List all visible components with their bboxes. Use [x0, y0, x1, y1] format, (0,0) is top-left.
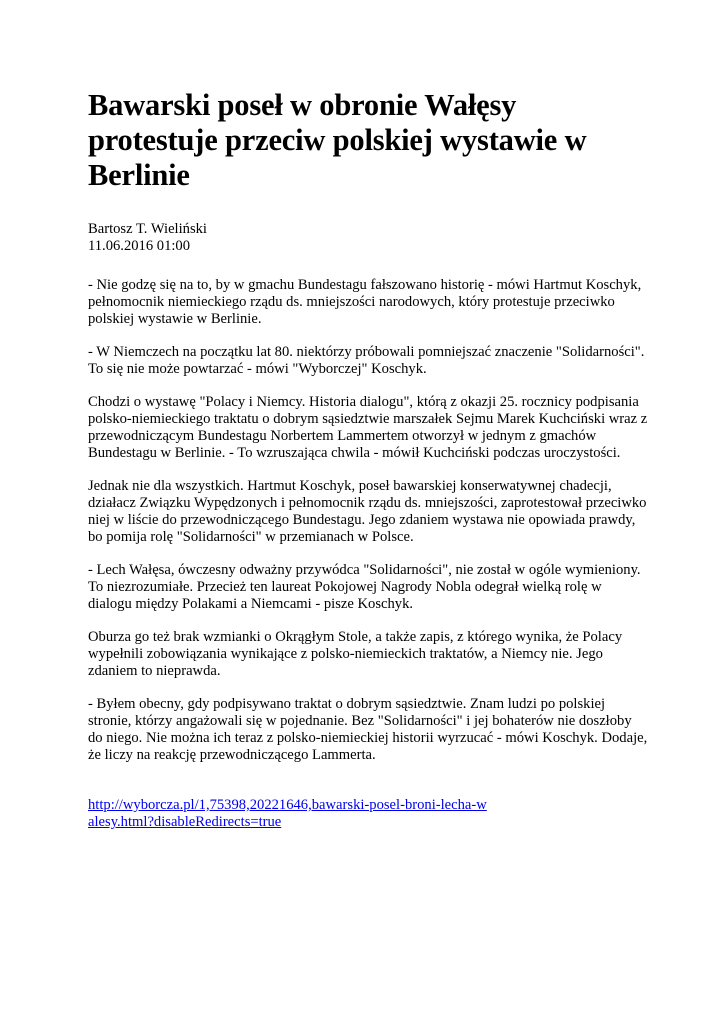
article-paragraph-4: Jednak nie dla wszystkich. Hartmut Koschyk, poseł bawarskiej konserwatywnej chadecji, działacz Związku Wypędzonych i pełnomocnik rządu ds. mniejszości, zaprotestował przeciwko niej w liście do przewodniczącego Bundestagu. Jego zdaniem wystawa nie opowiada prawdy, bo pomija rolę "Solidarności" w przemianach w Polsce.	[88, 478, 647, 545]
article-paragraph-6: Oburza go też brak wzmianki o Okrągłym Stole, a także zapis, z którego wynika, że Polacy wypełnili zobowiązania wynikające z polsko-niemieckich traktatów, a Niemcy nie. Jego zdaniem to nieprawda.	[88, 629, 623, 679]
article-paragraph-2: - W Niemczech na początku lat 80. niektórzy próbowali pomniejszać znaczenie "Solidarności". To się nie może powtarzać - mówi "Wyborczej" Koschyk.	[88, 344, 645, 377]
article-meta	[88, 221, 648, 255]
article-paragraph-7: - Byłem obecny, gdy podpisywano traktat o dobrym sąsiedztwie. Znam ludzi po polskiej stronie, którzy angażowali się w pojednanie. Bez "Solidarności" i jej bohaterów nie doszłoby do niego. Nie można ich teraz z polsko-niemieckiej historii wyrzucać - mówi Koschyk. Dodaje, że liczy na reakcję przewodniczącego Lammerta.	[88, 696, 648, 763]
article-author: Bartosz T. Wieliński	[88, 221, 207, 237]
article-paragraph-1: - Nie godzę się na to, by w gmachu Bundestagu fałszowano historię - mówi Hartmut Koschyk, pełnomocnik niemieckiego rządu ds. mniejszości narodowych, który protestuje przeciwko polskiej wystawie w Berlinie.	[88, 277, 642, 327]
source-link[interactable]: http://wyborcza.pl/1,75398,20221646,bawarski-posel-broni-lecha-walesy.html?disableRedirects=true	[88, 797, 487, 830]
article-date: 11.06.2016 01:00	[88, 238, 191, 254]
document-page	[88, 88, 648, 831]
article-title: Bawarski poseł w obronie Wałęsy protestuje przeciw polskiej wystawie w Berlinie	[88, 88, 587, 192]
source-link-container	[88, 797, 488, 831]
article-paragraph-5: - Lech Wałęsa, ówczesny odważny przywódca "Solidarności", nie został w ogóle wymieniony. To niezrozumiałe. Przecież ten laureat Pokojowej Nagrody Nobla odegrał wielką rolę w dialogu między Polakami a Niemcami - pisze Koschyk.	[88, 562, 641, 612]
article-paragraph-3: Chodzi o wystawę "Polacy i Niemcy. Historia dialogu", którą z okazji 25. rocznicy podpisania polsko-niemieckiego traktatu o dobrym sąsiedztwie marszałek Sejmu Marek Kuchciński wraz z przewodniczącym Bundestagu Norbertem Lammertem otworzył w jednym z gmachów Bundestagu w Berlinie. - To wzruszająca chwila - mówił Kuchciński podczas uroczystości.	[88, 394, 648, 461]
